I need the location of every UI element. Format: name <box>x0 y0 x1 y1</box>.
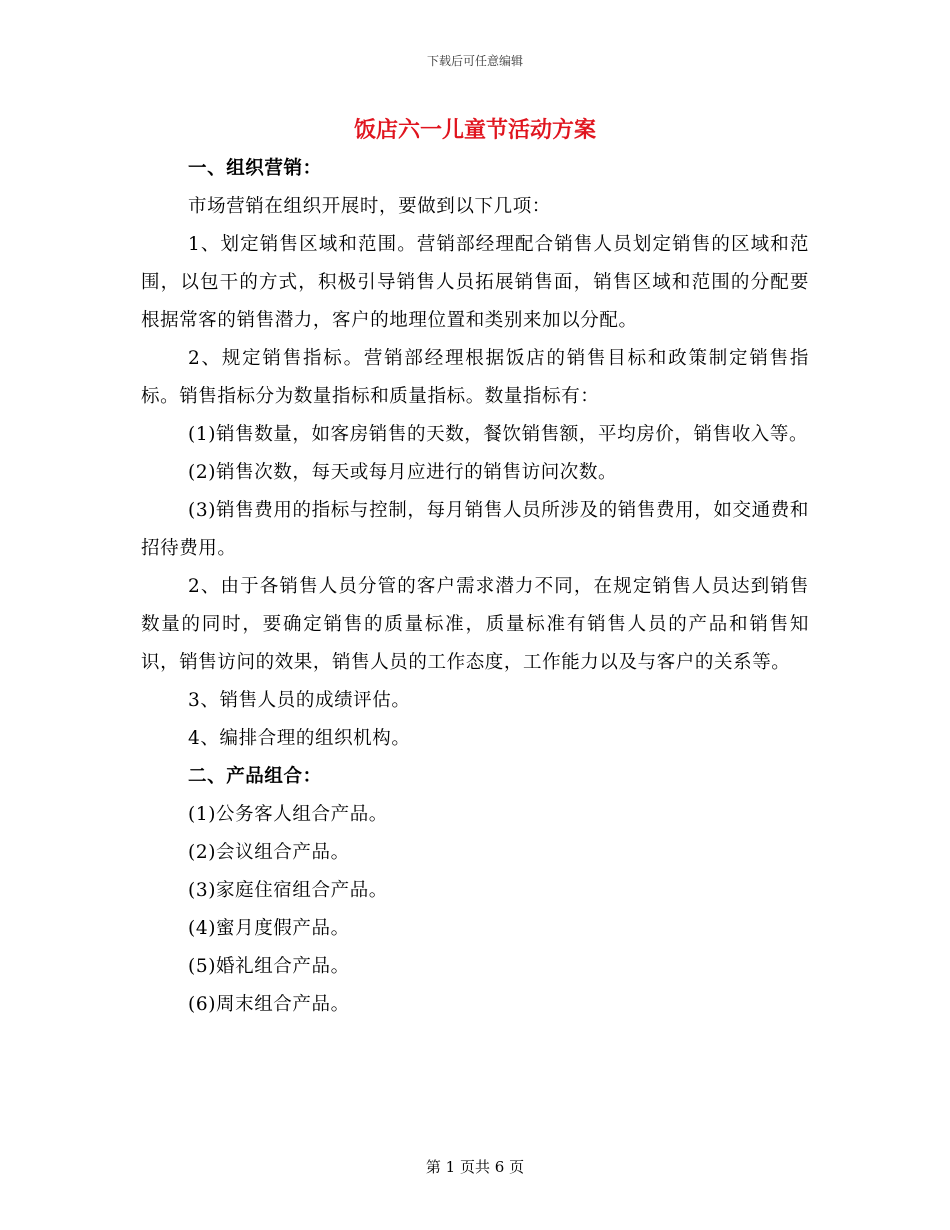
list-item-business-guest: (1)公务客人组合产品。 <box>188 804 388 825</box>
list-item-sales-quantity: (1)销售数量，如客房销售的天数，餐饮销售额，平均房价，销售收入等。 <box>188 424 809 445</box>
document-title: 饭店六一儿童节活动方案 <box>353 117 596 143</box>
list-item-sales-costs: (3)销售费用的指标与控制，每月销售人员所涉及的销售费用，如交通费和招待费用。 <box>141 500 809 559</box>
list-item-family-stay: (3)家庭住宿组合产品。 <box>188 880 388 901</box>
paragraph-organization-structure: 4、编排合理的组织机构。 <box>188 728 411 749</box>
page-footer: 第 1 页共 6 页 <box>425 1158 525 1176</box>
paragraph-sales-targets: 2、规定销售指标。营销部经理根据饭店的销售目标和政策制定销售指标。销售指标分为数量指标和质量指标。数量指标有： <box>141 348 809 407</box>
list-item-sales-visits: (2)销售次数，每天或每月应进行的销售访问次数。 <box>188 462 618 483</box>
section-heading-organize-marketing: 一、组织营销： <box>188 158 322 179</box>
list-item-honeymoon: (4)蜜月度假产品。 <box>188 918 350 939</box>
document-body <box>141 150 809 1024</box>
list-item-wedding: (5)婚礼组合产品。 <box>188 956 350 977</box>
paragraph-sales-area: 1、划定销售区域和范围。营销部经理配合销售人员划定销售的区域和范围，以包干的方式，积极引导销售人员拓展销售面，销售区域和范围的分配要根据常客的销售潜力，客户的地理位置和类别来加以分配。 <box>141 234 809 331</box>
paragraph-performance-evaluation: 3、销售人员的成绩评估。 <box>188 690 411 711</box>
list-item-conference: (2)会议组合产品。 <box>188 842 350 863</box>
page-header: 下载后可任意编辑 <box>426 54 523 68</box>
section-heading-product-mix: 二、产品组合： <box>188 766 322 787</box>
paragraph-intro: 市场营销在组织开展时，要做到以下几项： <box>188 196 551 217</box>
list-item-weekend: (6)周末组合产品。 <box>188 994 350 1015</box>
paragraph-quality-standards: 2、由于各销售人员分管的客户需求潜力不同，在规定销售人员达到销售数量的同时，要确定销售的质量标准，质量标准有销售人员的产品和销售知识，销售访问的效果，销售人员的工作态度，工作能力以及与客户的关系等。 <box>141 576 809 673</box>
